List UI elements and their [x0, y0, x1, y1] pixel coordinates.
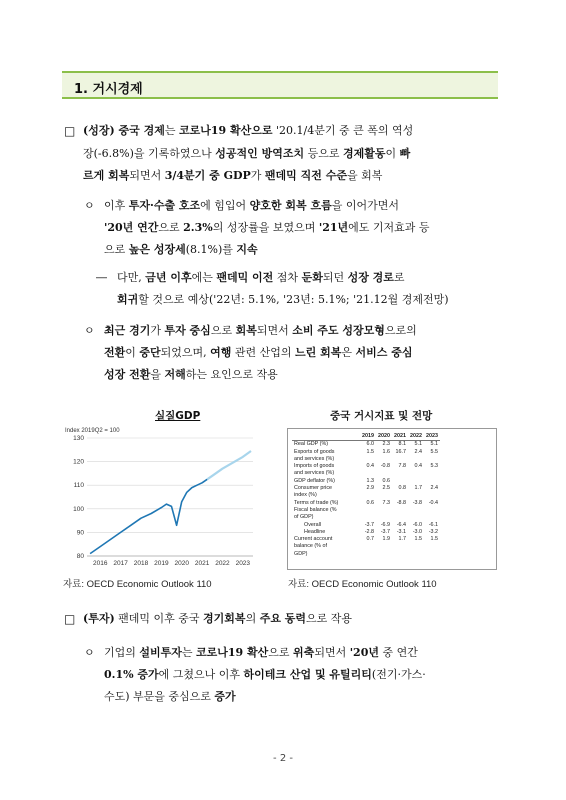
text-run: (8.1%)를 [185, 243, 237, 256]
y-tick-label: 80 [76, 553, 84, 560]
table-header-cell [292, 433, 360, 441]
table-header-cell: 2020 [378, 433, 390, 439]
text-run: 중단 [139, 346, 161, 359]
y-tick-label: 120 [73, 458, 84, 466]
text-run: 에는 [191, 271, 217, 284]
table-cell [408, 456, 424, 463]
table-cell: -6.0 [412, 521, 422, 528]
macro-table-caption: 자료: OECD Economic Outlook 110 [288, 579, 437, 590]
para2-line1 [104, 199, 399, 213]
table-cell [424, 478, 440, 485]
para6-line2 [104, 668, 426, 682]
para2-line3 [104, 243, 258, 257]
text-run: 경기회복 [203, 612, 246, 625]
table-header-row [292, 433, 440, 441]
table-cell: -8.8 [396, 499, 406, 506]
text-run: 으로 [104, 243, 129, 256]
table-cell: 1.9 [382, 536, 390, 543]
text-run: 은 [341, 346, 356, 359]
table-cell [424, 507, 440, 514]
table-cell: 2.4 [430, 485, 438, 492]
table-row [292, 456, 440, 463]
text-run: 코로나19 확산 [196, 646, 269, 659]
text-run: 높은 성장세 [128, 243, 186, 256]
para4-line1 [104, 324, 417, 338]
x-tick-label: 2020 [174, 560, 189, 567]
table-row [292, 551, 440, 558]
text-run: 에 힘입어 [200, 199, 250, 212]
table-cell: -6.9 [380, 521, 390, 528]
table-cell [392, 470, 408, 477]
text-run: 서비스 중심 [355, 346, 413, 359]
table-cell [392, 492, 408, 499]
text-run: '21년 [318, 221, 349, 234]
table-cell [360, 492, 376, 499]
y-axis-label: Index 2019Q2 = 100 [65, 428, 120, 434]
table-cell: 1.5 [430, 536, 438, 543]
text-run: 는 [164, 124, 179, 137]
table-cell [360, 470, 376, 477]
table-cell: 0.7 [366, 536, 374, 543]
x-tick-label: 2022 [215, 560, 230, 567]
table-header-cell: 2022 [410, 433, 422, 439]
text-run: '20.1/4분기 중 큰 폭의 역성 [272, 124, 414, 137]
table-cell: Current account [294, 536, 333, 543]
text-run: 기업의 [104, 646, 140, 659]
text-run: 2.3% [183, 221, 213, 234]
text-run: 가 [150, 324, 165, 337]
table-cell: 0.4 [366, 463, 374, 470]
text-run: 여행 [210, 346, 232, 359]
para1-line1 [83, 124, 413, 138]
table-cell: 5.5 [430, 448, 438, 455]
table-cell [376, 507, 392, 514]
circle-bullet-6: ㅇ [84, 646, 95, 659]
table-cell [424, 456, 440, 463]
text-run: 수도) 부문을 중심으로 [104, 690, 215, 703]
table-cell [424, 492, 440, 499]
table-cell: -3.8 [412, 499, 422, 506]
table-cell: 1.5 [414, 536, 422, 543]
table-cell: -3.1 [396, 528, 406, 535]
text-run: 투자 중심 [164, 324, 211, 337]
text-run: 는 [181, 646, 197, 659]
text-run: 이 [385, 147, 400, 160]
text-run: 다만, [117, 271, 146, 284]
table-cell: 1.7 [414, 485, 422, 492]
page-number: - 2 - [273, 753, 293, 764]
text-run: 저해 [164, 368, 186, 381]
text-run: 장(-6.8%)을 기록하였으나 [83, 147, 216, 160]
text-run: 점차 [273, 271, 302, 284]
table-cell: 2.4 [414, 448, 422, 455]
text-run: 지속 [236, 243, 258, 256]
table-cell [392, 478, 408, 485]
table-cell: 1.3 [366, 477, 374, 484]
x-tick-label: 2016 [93, 560, 108, 567]
table-row [292, 485, 440, 492]
table-cell: and services (%) [294, 455, 335, 462]
text-run: 소비 주도 성장모형 [292, 324, 385, 337]
table-cell: Real GDP (%) [294, 441, 329, 448]
text-run: 하는 요인으로 작용 [185, 368, 278, 381]
text-run: 최근 경기 [104, 324, 151, 337]
table-cell: 5.1 [414, 441, 422, 448]
projection-line [207, 451, 251, 479]
table-cell [424, 543, 440, 550]
checkbox-bullet-1: □ [64, 124, 76, 138]
text-run: 둔화 [301, 271, 323, 284]
table-cell [392, 456, 408, 463]
text-run: 에 그쳤으나 이후 [158, 668, 244, 681]
text-run: 3/4분기 중 GDP [164, 169, 251, 182]
table-cell: Terms of trade (%) [294, 499, 339, 506]
x-tick-label: 2023 [235, 560, 251, 567]
table-row [292, 441, 440, 449]
table-cell: -3.2 [428, 528, 438, 535]
table-cell [360, 456, 376, 463]
x-tick-label: 2018 [133, 560, 149, 567]
text-run: 되면서 [314, 646, 350, 659]
table-row [292, 492, 440, 499]
text-run: 경제활동 [342, 147, 386, 160]
dash-bullet-3: ― [96, 271, 107, 284]
table-row [292, 543, 440, 550]
table-cell [408, 492, 424, 499]
para3-line1 [117, 271, 405, 285]
text-run: 의 성장률을 보였으며 [212, 221, 319, 234]
text-run: 코로나19 확산으로 [178, 124, 273, 137]
table-cell: -2.8 [364, 528, 374, 535]
table-cell: index (%) [294, 492, 317, 499]
table-cell: -0.8 [380, 463, 390, 470]
y-tick-label: 110 [73, 482, 84, 490]
table-cell: 1.7 [398, 536, 406, 543]
text-run: 중 연간 [379, 646, 418, 659]
text-run: 을 이어가면서 [331, 199, 399, 212]
table-cell: 5.1 [430, 441, 438, 448]
text-run: 관련 산업의 [231, 346, 296, 359]
table-cell: 2.3 [382, 441, 390, 448]
text-run: 을 회복 [346, 169, 383, 182]
table-cell [408, 514, 424, 521]
circle-bullet-4: ㅇ [84, 324, 95, 337]
text-run: (투자) [83, 612, 115, 625]
text-run: 되면서 [129, 169, 165, 182]
text-run: 빠 [399, 147, 411, 160]
table-cell [376, 456, 392, 463]
para6-line3 [104, 690, 236, 704]
section-header [62, 71, 498, 99]
para6-line1 [104, 646, 418, 660]
text-run: 증가 [214, 690, 236, 703]
table-cell: 6.0 [366, 441, 374, 448]
table-cell: 7.8 [398, 463, 406, 470]
table-cell: -6.4 [396, 521, 406, 528]
table-cell [392, 507, 408, 514]
table-cell: Headline [304, 528, 326, 535]
table-cell [376, 470, 392, 477]
section-title: 1. 거시경제 [74, 82, 143, 97]
text-run: 으로의 [384, 324, 417, 337]
table-cell: GDP) [294, 550, 308, 557]
text-run: 성장 전환 [104, 368, 151, 381]
table-cell: -3.7 [364, 521, 374, 528]
table-cell [360, 543, 376, 550]
text-run: 으로 [158, 221, 184, 234]
text-run: '20년 연간 [104, 221, 159, 234]
text-run: 의 [245, 612, 260, 625]
table-row [292, 522, 440, 529]
text-run: 로 [393, 271, 405, 284]
table-cell: 1.5 [366, 448, 374, 455]
text-run: (전기·가스· [371, 668, 426, 681]
y-tick-label: 130 [73, 435, 84, 442]
table-cell: 0.6 [382, 477, 390, 484]
macro-table-frame [287, 428, 497, 570]
table-cell: and services (%) [294, 470, 335, 477]
table-row [292, 536, 440, 543]
table-cell [392, 543, 408, 550]
table-cell [376, 492, 392, 499]
table-cell [392, 551, 408, 558]
text-run: 성장 경로 [347, 271, 394, 284]
text-run: 이후 [104, 199, 129, 212]
text-run: (성장) 중국 경제 [83, 124, 165, 137]
table-cell: -0.4 [428, 499, 438, 506]
table-row [292, 500, 440, 507]
text-run: '20년 [349, 646, 379, 659]
checkbox-bullet-5: □ [64, 612, 76, 626]
table-cell [360, 514, 376, 521]
text-run: 팬데믹 직전 수준 [264, 169, 347, 182]
table-cell [376, 543, 392, 550]
table-row [292, 507, 440, 514]
text-run: 되면서 [256, 324, 293, 337]
table-cell: -3.7 [380, 528, 390, 535]
circle-bullet-2: ㅇ [84, 199, 95, 212]
text-run: 금년 이후 [145, 271, 192, 284]
gdp-chart-title: 실질GDP [155, 410, 201, 422]
table-cell: Imports of goods [294, 463, 335, 470]
para3-line2 [117, 293, 449, 307]
para1-line2 [83, 147, 410, 161]
table-cell: 0.8 [398, 485, 406, 492]
text-run: 을 [150, 368, 165, 381]
table-cell [408, 551, 424, 558]
text-run: 으로 작용 [306, 612, 353, 625]
y-tick-label: 100 [73, 505, 84, 513]
text-run: 느린 회복 [295, 346, 342, 359]
text-run: 0.1% 증가 [104, 668, 159, 681]
table-row [292, 514, 440, 521]
x-tick-label: 2017 [113, 560, 128, 567]
para1-line3 [83, 169, 382, 183]
table-cell [408, 470, 424, 477]
table-cell: 2.5 [382, 485, 390, 492]
text-run: 팬데믹 이후 중국 [114, 612, 204, 625]
table-cell [424, 514, 440, 521]
macro-table [292, 433, 440, 558]
macro-table-title: 중국 거시지표 및 전망 [330, 410, 433, 422]
text-run: 팬데믹 이전 [216, 271, 274, 284]
table-cell: Fiscal balance (% [294, 506, 337, 513]
para5-line1 [83, 612, 352, 626]
y-tick-label: 90 [76, 529, 84, 537]
text-run: 으로 [268, 646, 294, 659]
text-run: 회귀 [117, 293, 139, 306]
table-cell: Exports of goods [294, 448, 335, 455]
table-cell: 16.7 [395, 448, 406, 455]
table-cell: 2.9 [366, 485, 374, 492]
table-cell: -3.0 [412, 528, 422, 535]
table-cell [424, 551, 440, 558]
table-cell: GDP deflator (%) [294, 477, 335, 484]
text-run: 회복 [235, 324, 257, 337]
table-cell: 0.6 [366, 499, 374, 506]
x-tick-label: 2021 [194, 560, 210, 567]
table-cell: Consumer price [294, 485, 333, 492]
table-cell: 0.4 [414, 463, 422, 470]
table-header-cell: 2023 [426, 433, 438, 439]
text-run: 성공적인 방역조치 [215, 147, 305, 160]
gdp-chart-caption: 자료: OECD Economic Outlook 110 [63, 579, 212, 590]
x-tick-label: 2019 [154, 560, 169, 567]
table-row [292, 529, 440, 536]
table-header-cell: 2019 [362, 433, 374, 439]
text-run: 등으로 [304, 147, 343, 160]
table-cell [408, 478, 424, 485]
text-run: 르게 회복 [83, 169, 130, 182]
table-cell: 7.3 [382, 499, 390, 506]
gdp-chart [65, 424, 260, 574]
text-run: 이 [125, 346, 140, 359]
table-cell: balance (% of [294, 543, 327, 550]
text-run: 되던 [322, 271, 348, 284]
table-row [292, 470, 440, 477]
text-run: 가 [250, 169, 265, 182]
text-run: 되었으며, [160, 346, 211, 359]
table-header-cell: 2021 [394, 433, 406, 439]
text-run: 으로 [210, 324, 236, 337]
table-row [292, 463, 440, 470]
para4-line3 [104, 368, 278, 382]
para2-line2 [104, 221, 430, 235]
table-row [292, 478, 440, 485]
text-run: 주요 동력 [259, 612, 307, 625]
text-run: 할 것으로 예상('22년: 5.1%, '23년: 5.1%; '21.12월 경제전망) [138, 293, 449, 306]
table-cell: 8.1 [398, 441, 406, 448]
table-cell [408, 543, 424, 550]
table-cell [392, 514, 408, 521]
table-row [292, 449, 440, 456]
text-run: 에도 기저효과 등 [348, 221, 430, 234]
text-run: 투자·수출 호조 [128, 199, 201, 212]
text-run: 양호한 회복 흐름 [249, 199, 332, 212]
table-cell [424, 470, 440, 477]
table-cell [408, 507, 424, 514]
table-cell: 1.6 [382, 448, 390, 455]
text-run: 설비투자 [139, 646, 182, 659]
table-cell [376, 514, 392, 521]
table-cell [360, 507, 376, 514]
table-cell [376, 551, 392, 558]
text-run: 위축 [293, 646, 315, 659]
table-cell: -6.1 [428, 521, 438, 528]
table-cell: 5.3 [430, 463, 438, 470]
text-run: 전환 [104, 346, 126, 359]
table-cell [360, 551, 376, 558]
table-cell: Overall [304, 521, 322, 528]
actual-gdp-line [90, 479, 207, 553]
table-cell: of GDP) [294, 514, 314, 521]
para4-line2 [104, 346, 412, 360]
text-run: 하이테크 산업 및 유틸리티 [243, 668, 372, 681]
